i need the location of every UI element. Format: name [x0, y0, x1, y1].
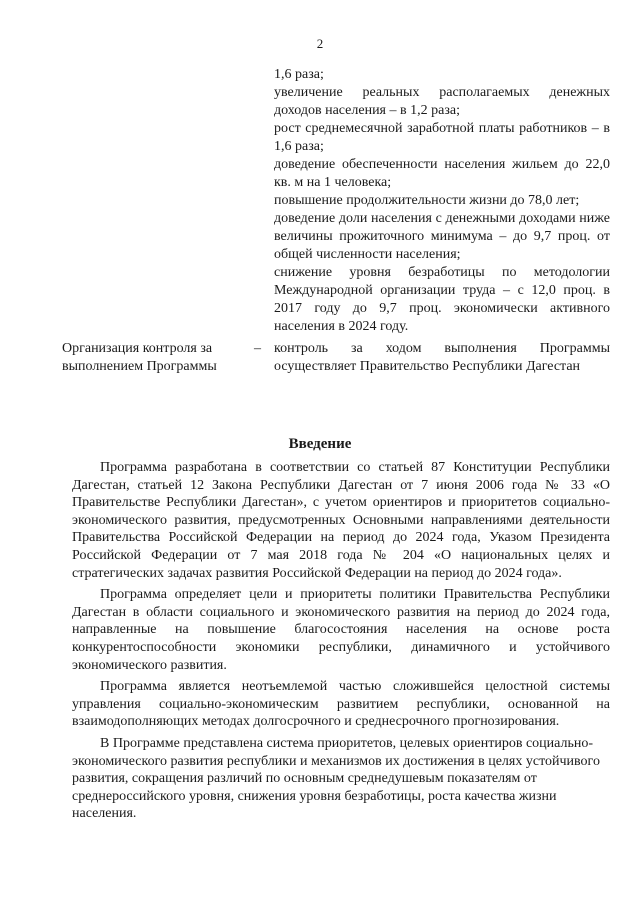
control-label: Организация контроля за выполнением Программы [62, 341, 217, 374]
goal-item: снижение уровня безработицы по методологии Международной организации труда – с 12,0 проц. в 2017 году до 9,7 проц. экономически активного населения в 2024 году. [274, 265, 610, 334]
control-dash: – [254, 341, 261, 356]
introduction-body [72, 459, 610, 827]
section-heading: Введение [288, 436, 352, 452]
paragraph: Программа определяет цели и приоритеты политики Правительства Республики Дагестан в области социального и экономического развития на период до 2024 года, направленные на повышение благосостояния населения на основе роста конкурентоспособности экономики республики, динамичного и устойчивого экономического развития. [72, 587, 610, 673]
page-number: 2 [316, 36, 324, 51]
control-text: контроль за ходом выполнения Программы осуществляет Правительство Республики Дагестан [274, 341, 610, 374]
paragraph: Программа является неотъемлемой частью сложившейся целостной системы управления социально-экономическим развитием республики, основанной на взаимодополняющих методах долгосрочного и среднесрочного прогнозирования. [72, 679, 610, 730]
goal-item: 1,6 раза; [274, 67, 324, 82]
goal-item: доведение обеспеченности населения жильем до 22,0 кв. м на 1 человека; [274, 157, 610, 190]
paragraph: В Программе представлена система приоритетов, целевых ориентиров социально-экономического развития республики и механизмов их достижения в целях устойчивого развития, сокращения различий по основным среднедушевым показателям от среднероссийского уровня, снижения уровня безработицы, роста качества жизни населения. [72, 735, 600, 822]
goal-item: рост среднемесячной заработной платы работников – в 1,6 раза; [274, 121, 610, 154]
goal-item: увеличение реальных располагаемых денежных доходов населения – в 1,2 раза; [274, 85, 610, 118]
goals-list [274, 66, 610, 336]
goal-item: повышение продолжительности жизни до 78,0 лет; [274, 193, 580, 208]
paragraph: Программа разработана в соответствии со статьей 87 Конституции Республики Дагестан, статьей 12 Закона Республики Дагестан от 7 июня 2006 года № 33 «О Правительстве Республики Дагестан», с учетом ориентиров и приоритетов социально-экономического развития, предусмотренных Основными направлениями деятельности Правительства Российской Федерации на период до 2024 года, Указом Президента Российской Федерации от 7 мая 2018 года № 204 «О национальных целях и стратегических задачах развития Российской Федерации на период до 2024 года». [72, 460, 610, 581]
goal-item: доведение доли населения с денежными доходами ниже величины прожиточного минимума – до 9,7 проц. от общей численности населения; [274, 211, 610, 262]
